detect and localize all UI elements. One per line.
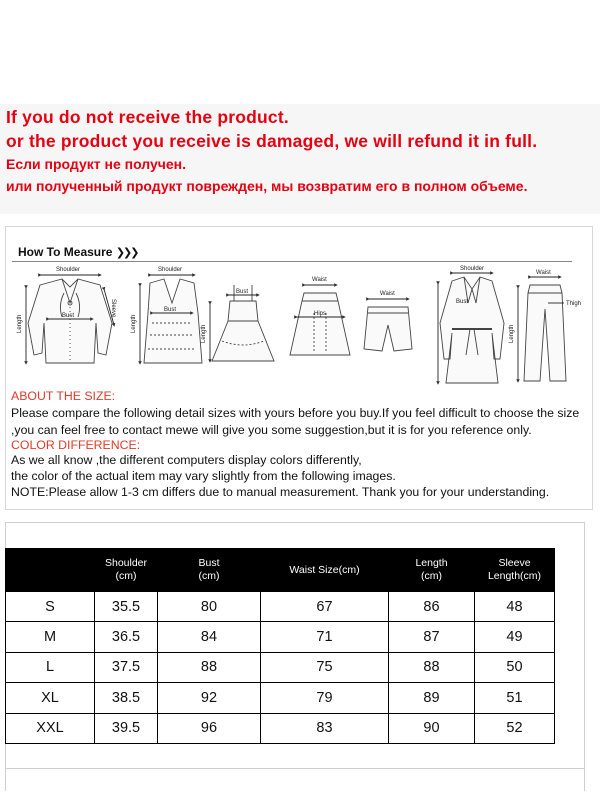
about-size-line-2: ,you can feel free to contact mewe will give you some suggestion,but it is for you reference only. <box>11 423 532 437</box>
size-cell: L <box>6 652 95 682</box>
triple-chevron-icon: ❯❯❯ <box>115 247 138 259</box>
notice-line-3: Если продукт не получен. <box>6 156 187 172</box>
waist-cell: 71 <box>261 622 389 652</box>
size-chart-footer <box>5 755 585 791</box>
color-difference-line-2: the color of the actual item may vary slightly from the following images. <box>11 469 396 483</box>
about-size-heading: ABOUT THE SIZE: <box>11 389 116 403</box>
svg-text:Shoulder: Shoulder <box>158 267 183 273</box>
header-bust: Bust (cm) <box>158 549 261 592</box>
notice-line-2: or the product you receive is damaged, we will refund it in full. <box>6 131 538 151</box>
skirt-diagram <box>290 277 350 355</box>
svg-text:Bust: Bust <box>164 307 177 313</box>
waist-cell: 83 <box>261 713 389 743</box>
svg-text:Hips: Hips <box>314 311 327 317</box>
waist-cell: 67 <box>261 592 389 622</box>
table-row <box>6 683 555 713</box>
waist-cell: 79 <box>261 683 389 713</box>
color-difference-heading: COLOR DIFFERENCE: <box>11 438 141 452</box>
sleeve-cell: 51 <box>475 683 555 713</box>
svg-text:Waist: Waist <box>312 277 327 283</box>
table-row <box>6 622 555 652</box>
svg-text:Bust: Bust <box>236 289 249 295</box>
bust-cell: 88 <box>158 652 261 682</box>
how-to-measure-panel <box>5 226 593 510</box>
refund-notice <box>0 104 600 214</box>
shoulder-cell: 38.5 <box>95 683 158 713</box>
svg-text:Length: Length <box>17 314 23 333</box>
about-size-line-1: Please compare the following detail sizes with yours before you buy.If you feel difficult to choose the size <box>11 406 580 420</box>
svg-text:Shoulder: Shoulder <box>460 266 485 272</box>
length-cell: 90 <box>389 713 475 743</box>
shoulder-cell: 37.5 <box>95 652 158 682</box>
length-cell: 86 <box>389 592 475 622</box>
svg-text:Waist: Waist <box>536 270 551 276</box>
trench-coat-diagram <box>438 266 504 383</box>
svg-text:Length: Length <box>201 324 207 343</box>
size-chart-table <box>5 548 555 744</box>
sleeve-cell: 52 <box>475 713 555 743</box>
bust-cell: 92 <box>158 683 261 713</box>
header-shoulder: Shoulder (cm) <box>95 549 158 592</box>
table-row <box>6 652 555 682</box>
title-divider <box>12 261 572 262</box>
svg-text:Bust: Bust <box>456 299 469 305</box>
header-size <box>6 549 95 592</box>
size-chart-header-row <box>6 549 555 592</box>
sleeve-cell: 49 <box>475 622 555 652</box>
notice-line-1: If you do not receive the product. <box>6 107 289 127</box>
how-to-measure-title-text: How To Measure <box>18 245 113 259</box>
svg-text:Thigh: Thigh <box>566 301 582 307</box>
vest-top-diagram <box>131 267 202 363</box>
length-cell: 87 <box>389 622 475 652</box>
blouse-diagram <box>17 267 116 363</box>
sleeve-cell: 50 <box>475 652 555 682</box>
measurement-note: NOTE:Please allow 1-3 cm differs due to manual measurement. Thank you for your understanding. <box>11 485 550 499</box>
svg-text:Waist: Waist <box>380 291 395 297</box>
slip-dress-diagram <box>201 285 274 361</box>
length-cell: 89 <box>389 683 475 713</box>
notice-line-4: или полученный продукт поврежден, мы возвратим его в полном объеме. <box>6 178 528 194</box>
shorts-diagram <box>364 291 412 351</box>
size-cell: XXL <box>6 713 95 743</box>
size-cell: M <box>6 622 95 652</box>
shoulder-cell: 39.5 <box>95 713 158 743</box>
table-row <box>6 713 555 743</box>
length-cell: 88 <box>389 652 475 682</box>
bust-cell: 80 <box>158 592 261 622</box>
size-cell: XL <box>6 683 95 713</box>
size-cell: S <box>6 592 95 622</box>
waist-cell: 75 <box>261 652 389 682</box>
svg-text:Length: Length <box>131 314 137 333</box>
shoulder-cell: 36.5 <box>95 622 158 652</box>
svg-text:Sleeve: Sleeve <box>110 299 116 318</box>
color-difference-line-1: As we all know ,the different computers display colors differently, <box>11 453 362 467</box>
svg-text:Shoulder: Shoulder <box>56 267 81 273</box>
trousers-diagram <box>509 270 581 381</box>
header-sleeve-length: Sleeve Length(cm) <box>475 549 555 592</box>
bust-cell: 84 <box>158 622 261 652</box>
bust-cell: 96 <box>158 713 261 743</box>
sleeve-cell: 48 <box>475 592 555 622</box>
how-to-measure-title <box>18 245 137 259</box>
garment-diagrams <box>12 263 584 399</box>
shoulder-cell: 35.5 <box>95 592 158 622</box>
header-waist: Waist Size(cm) <box>261 549 389 592</box>
svg-text:Length: Length <box>509 324 515 343</box>
table-row <box>6 592 555 622</box>
size-chart-section <box>0 522 600 800</box>
svg-text:Bust: Bust <box>62 313 75 319</box>
header-length: Length (cm) <box>389 549 475 592</box>
